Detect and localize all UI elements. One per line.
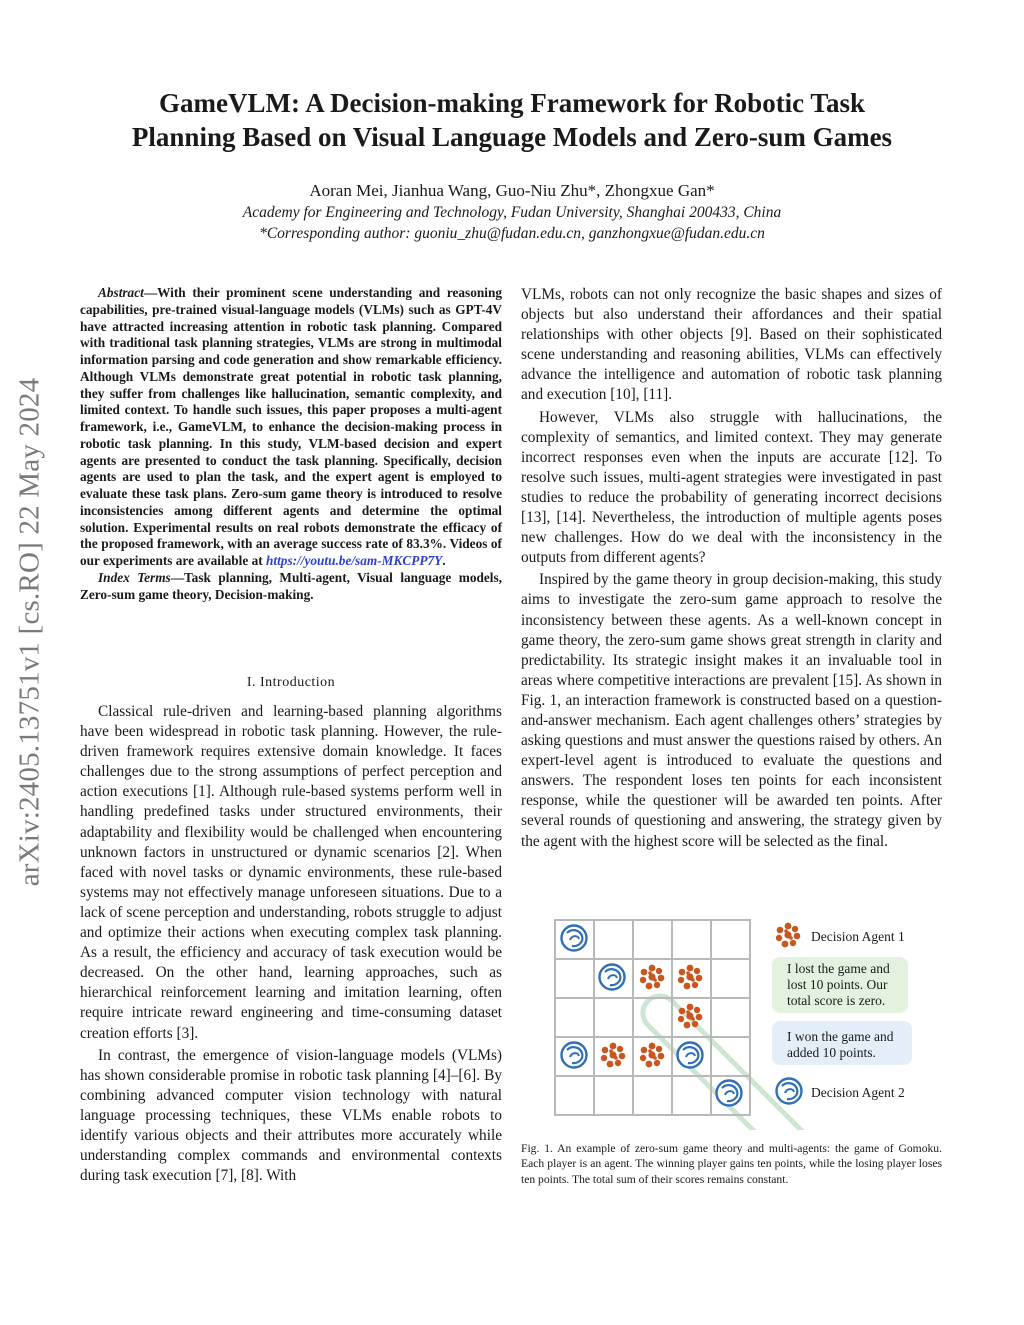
bubble1-line-2: lost 10 points. Our — [787, 977, 888, 992]
paper-title — [70, 86, 954, 154]
abstract-paragraph — [80, 285, 502, 570]
affiliation-block — [70, 202, 954, 244]
abstract-text: —With their prominent scene understanding and reasoning capabilities, pre-trained visual-language models (VLMs) such as GPT-4V have attracted increasing attention in robotic task planning. Compared with traditional task planning strategies, VLMs are strong in multimodal information parsing and code generation and show remarkable efficiency. Although VLMs demonstrate great potential in robotic task planning, they suffer from challenges like hallucination, semantic complexity, and limited context. To handle such issues, this paper proposes a multi-agent framework, i.e., GameVLM, to enhance the decision-making process in robotic task planning. In this study, VLM-based decision and expert agents are presented to conduct the task planning. Specifically, decision agents are used to plan the task, and the expert agent is employed to evaluate these task plans. Zero-sum game theory is introduced to resolve inconsistencies among different agents and determine the optimal solution. Experimental results on real robots demonstrate the efficacy of the proposed framework, with an average success rate of 83.3%. Videos of our experiments are available at — [80, 285, 502, 568]
right-paragraph-2: However, VLMs also struggle with hallucinations, the complexity of semantics, and limited context. They may generate incorrect responses even when the inputs are accurate [12]. To resolve such issues, multi-agent strategies were investigated in past studies to reduce the probability of generating incorrect decisions [13], [14]. Nevertheless, the introduction of multiple agents poses new challenges. How do we deal with the inconsistency in the outputs from different agents? — [521, 408, 942, 567]
blue-stone — [717, 1081, 742, 1106]
orange-stone — [640, 965, 665, 990]
orange-stone — [640, 1043, 665, 1068]
index-terms — [80, 570, 502, 604]
title-line-2: Planning Based on Visual Language Models and Zero-sum Games — [131, 122, 893, 152]
intro-paragraph-2: In contrast, the emergence of vision-language models (VLMs) has shown considerable promise in robotic task planning [4]–[6]. By combining advanced computer vision technology with natural language processing techniques, these VLMs enable robots to identify various objects and their attributes more accurately while understanding complex commands and environmental contexts during task execution [7], [8]. With — [80, 1046, 502, 1185]
authors: Aoran Mei, Jianhua Wang, Guo-Niu Zhu*, Zhongxue Gan* — [309, 181, 715, 200]
correspondence: *Corresponding author: guoniu_zhu@fudan.edu.cn, ganzhongxue@fudan.edu.cn — [259, 225, 765, 242]
bubble2-line-1: I won the game and — [787, 1029, 894, 1044]
bubble2-line-2: added 10 points. — [787, 1045, 876, 1060]
agent2-label: Decision Agent 2 — [811, 1085, 905, 1100]
gomoku-figure-svg — [540, 905, 930, 1130]
figure-caption: Fig. 1. An example of zero-sum game theory and multi-agents: the game of Gomoku. Each player is an agent. The winning player gains ten points, while the losing player loses ten points. The total sum of their scores remains constant. — [521, 1142, 942, 1186]
bubble1-line-3: total score is zero. — [787, 993, 886, 1008]
blue-stone — [562, 926, 587, 951]
figure-1 — [540, 905, 930, 1130]
agent1-label: Decision Agent 1 — [811, 929, 905, 944]
index-terms-text: —Task planning, Multi-agent, Visual language models, Zero-sum game theory, Decision-making. — [80, 569, 502, 602]
left-column-body — [80, 702, 502, 1188]
arxiv-identifier — [10, 292, 50, 972]
abstract-end: . — [442, 553, 446, 568]
orange-stone — [601, 1043, 626, 1068]
arxiv-id-text: arXiv:2405.13751v1 [cs.RO] 22 May 2024 — [13, 377, 46, 887]
blue-stone — [562, 1043, 587, 1068]
blue-stone — [600, 965, 625, 990]
affiliation: Academy for Engineering and Technology, Fudan University, Shanghai 200433, China — [242, 204, 782, 221]
orange-stone — [678, 965, 703, 990]
abstract-label: Abstract — [98, 285, 144, 300]
abstract — [80, 285, 502, 603]
video-link[interactable]: https://youtu.be/sam-MKCPP7Y — [266, 553, 443, 568]
agent1-icon — [776, 923, 801, 948]
bubble1-line-1: I lost the game and — [787, 961, 890, 976]
right-paragraph-3: Inspired by the game theory in group decision-making, this study aims to investigate the zero-sum game approach to resolve the inconsistency between these agents. As a well-known concept in game theory, the zero-sum game shows great strength in clarity and predictability. Its strategic insight makes it an invaluable tool in areas where competitive interactions are prevalent [15]. As shown in Fig. 1, an interaction framework is constructed based on a question-and-answer mechanism. Each agent challenges others’ strategies by asking questions and must answer the questions raised by others. An expert-level agent is introduced to evaluate the questions and answers. The respondent loses ten points for each inconsistent response, while the questioner will be awarded ten points. After several rounds of questioning and answering, the strategy given by the agent with the highest score will be selected as the final. — [521, 571, 942, 850]
intro-paragraph-1: Classical rule-driven and learning-based planning algorithms have been widespread in robotic task planning. However, the rule-driven framework requires extensive domain knowledge. It faces challenges due to the strong assumptions of perfect perception and action executions [1]. Although rule-based systems perform well in handling predefined tasks under structured environments, their adaptability and flexibility would be challenged when encountering unknown factors in unstructured or dynamic scenarios [2]. When faced with novel tasks or dynamic environments, these rule-based systems may not effectively manage unforeseen situations. Due to a lack of scene perception and understanding, robots struggle to adjust and optimize their actions when executing complex task planning. As a result, the efficiency and accuracy of task execution would be decreased. On the other hand, learning approaches, such as hierarchical reinforcement learning and imitation learning, often require intricate reward engineering and time-consuming dataset creation efforts [3]. — [80, 703, 502, 1042]
section-heading: I. Introduction — [246, 675, 336, 690]
right-paragraph-1: VLMs, robots can not only recognize the basic shapes and sizes of objects but also understand their affordances and their spatial relationships with other objects [9]. Based on their sophisticated scene understanding and reasoning abilities, VLMs can effectively advance the intelligence and automation of robotic task planning and execution [10], [11]. — [521, 286, 942, 404]
title-line-1: GameVLM: A Decision-making Framework for Robotic Task — [159, 88, 865, 118]
blue-stone — [678, 1043, 703, 1068]
index-terms-label: Index Terms — [98, 569, 171, 585]
right-column-body — [521, 285, 942, 854]
agent2-icon — [777, 1079, 802, 1104]
